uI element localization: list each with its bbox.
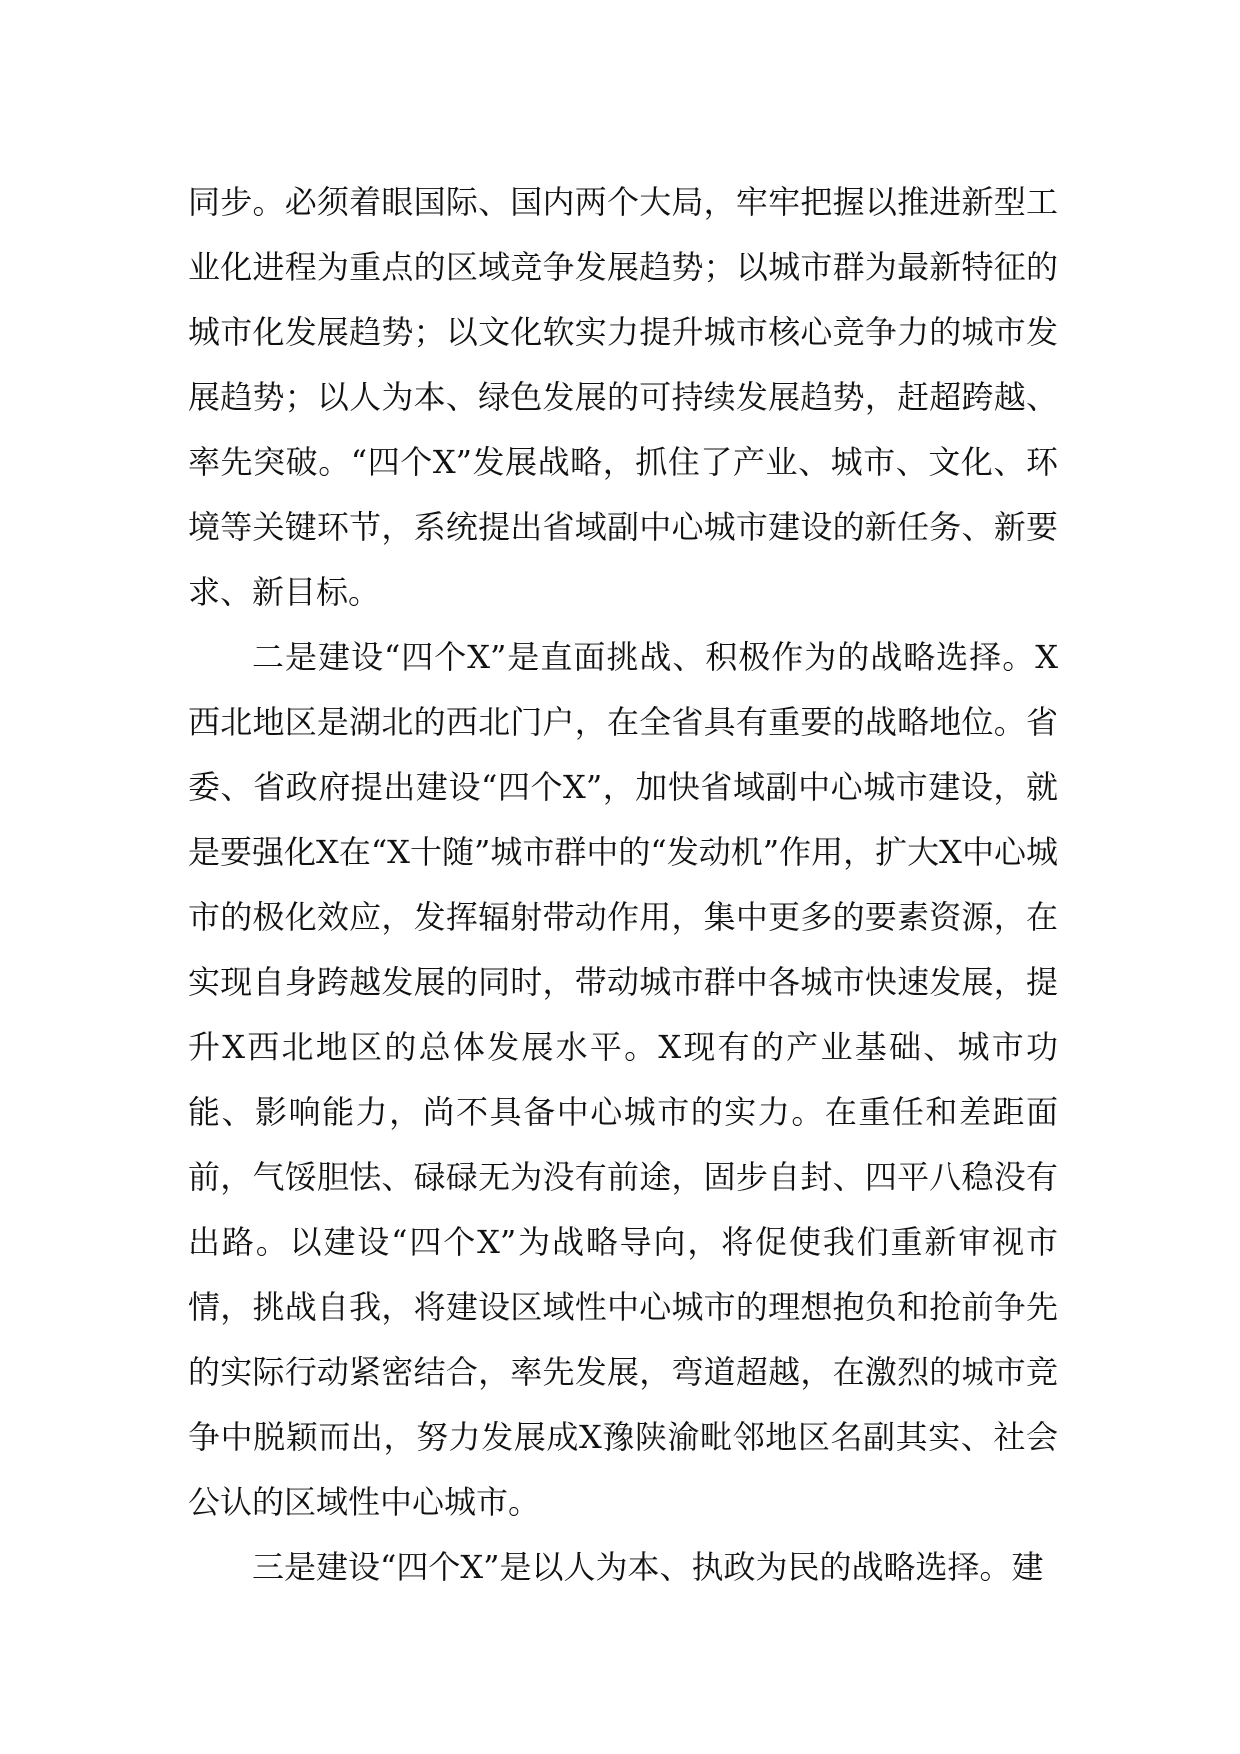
paragraph-continuation: 同步。必须着眼国际、国内两个大局，牢牢把握以推进新型工业化进程为重点的区域竞争发展趋势；以城市群为最新特征的城市化发展趋势；以文化软实力提升城市核心竞争力的城市发展趋势；以人为本、绿色发展的可持续发展趋势，赶超跨越、率先突破。“四个X”发展战略，抓住了产业、城市、文化、环境等关键环节，系统提出省域副中心城市建设的新任务、新要求、新目标。 [188,183,1058,611]
document-body [188,170,1058,1600]
paragraph-strategy-two: 二是建设“四个X”是直面挑战、积极作为的战略选择。X西北地区是湖北的西北门户，在全省具有重要的战略地位。省委、省政府提出建设“四个X”，加快省域副中心城市建设，就是要强化X在“X十随”城市群中的“发动机”作用，扩大X中心城市的极化效应，发挥辐射带动作用，集中更多的要素资源，在实现自身跨越发展的同时，带动城市群中各城市快速发展，提升X西北地区的总体发展水平。X现有的产业基础、城市功能、影响能力，尚不具备中心城市的实力。在重任和差距面前，气馁胆怯、碌碌无为没有前途，固步自封、四平八稳没有出路。以建设“四个X”为战略导向，将促使我们重新审视市情，挑战自我，将建设区域性中心城市的理想抱负和抢前争先的实际行动紧密结合，率先发展，弯道超越，在激烈的城市竞争中脱颖而出，努力发展成X豫陕渝毗邻地区名副其实、社会公认的区域性中心城市。 [188,638,1058,1521]
paragraph-strategy-three: 三是建设“四个X”是以人为本、执政为民的战略选择。建 [252,1548,1044,1586]
